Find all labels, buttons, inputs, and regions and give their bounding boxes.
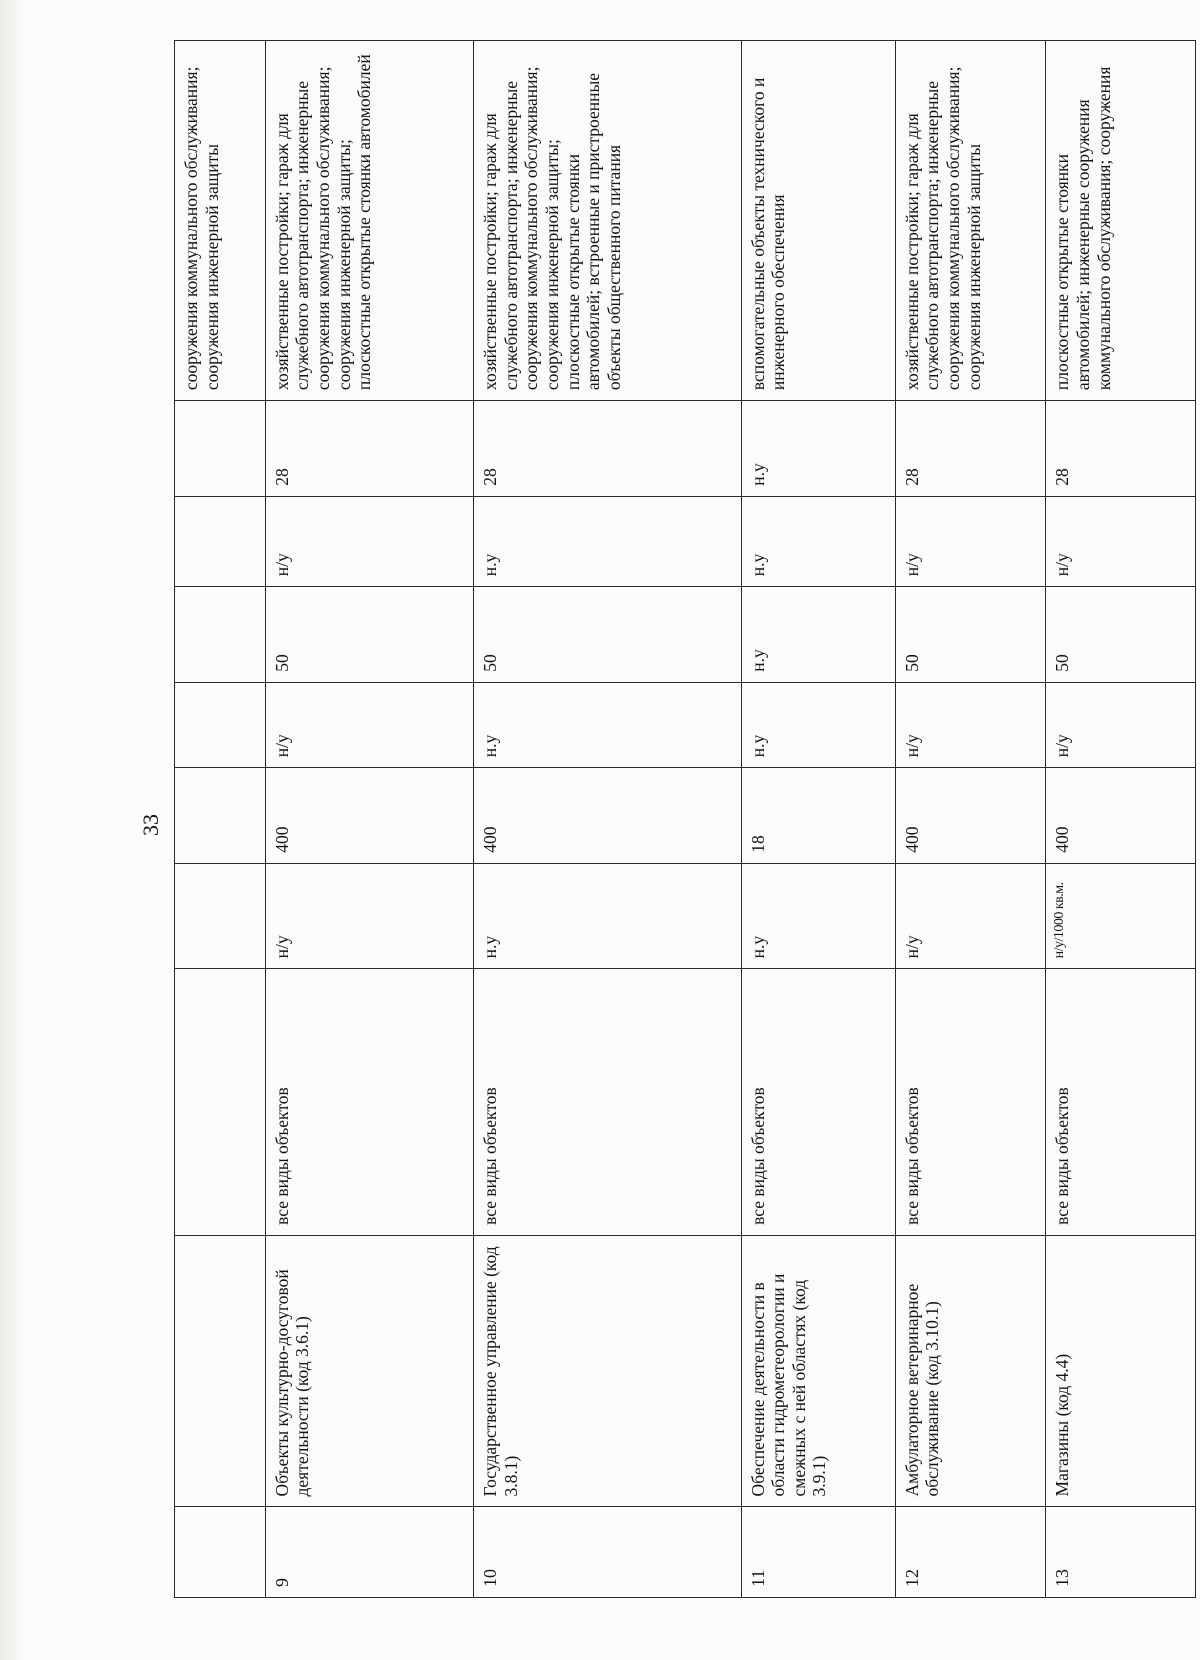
rotated-table-container — [174, 40, 1196, 1598]
row-number-cell — [175, 1507, 266, 1598]
page-number: 33 — [138, 814, 163, 836]
param-cell: н/у — [895, 863, 1046, 969]
land-use-type-cell: Объекты культурно-досуговой деятельности (код 3.6.1) — [265, 1235, 474, 1507]
row-number-cell: 9 — [265, 1507, 474, 1598]
row-number-cell: 10 — [474, 1507, 741, 1598]
table-row — [175, 41, 266, 1598]
table-row — [741, 41, 895, 1598]
object-types-cell: все виды объектов — [265, 969, 474, 1236]
param-cell: н.у — [474, 496, 741, 587]
param-cell: н/у — [265, 496, 474, 587]
object-types-cell: все виды объектов — [474, 969, 741, 1236]
param-cell: 50 — [265, 587, 474, 683]
param-cell: 50 — [1046, 587, 1196, 683]
param-cell: 400 — [895, 768, 1046, 864]
auxiliary-uses-cell: хозяйственные постройки; гараж для служебного автотранспорта; инженерные сооружения коммунального обслуживания; сооружения инженерной защиты; плоскостные открытые стоянки автомобилей — [265, 41, 474, 401]
auxiliary-uses-cell: вспомогательные объекты технического и инженерного обеспечения — [741, 41, 895, 401]
param-cell: н.у — [741, 587, 895, 683]
param-cell: 400 — [265, 768, 474, 864]
param-cell — [175, 863, 266, 969]
land-use-type-cell: Государственное управление (код 3.8.1) — [474, 1235, 741, 1507]
param-cell: 18 — [741, 768, 895, 864]
param-cell: н.у — [741, 682, 895, 767]
auxiliary-uses-cell: хозяйственные постройки; гараж для служебного автотранспорта; инженерные сооружения коммунального обслуживания; сооружения инженерной защиты — [895, 41, 1046, 401]
param-cell: 28 — [895, 401, 1046, 497]
param-cell: 28 — [474, 401, 741, 497]
land-use-type-cell: Амбулаторное ветеринарное обслуживание (код 3.10.1) — [895, 1235, 1046, 1507]
param-cell: н.у — [474, 863, 741, 969]
param-cell: н/у — [265, 863, 474, 969]
land-use-type-cell: Обеспечение деятельности в области гидрометеорологии и смежных с ней областях (код 3.9.1) — [741, 1235, 895, 1507]
auxiliary-uses-cell: сооружения коммунального обслуживания; сооружения инженерной защиты — [175, 41, 266, 401]
param-cell: н.у — [741, 496, 895, 587]
param-cell — [175, 401, 266, 497]
param-cell — [175, 768, 266, 864]
row-number-cell: 12 — [895, 1507, 1046, 1598]
param-cell: н/у — [895, 496, 1046, 587]
row-number-cell: 11 — [741, 1507, 895, 1598]
param-cell: 28 — [1046, 401, 1196, 497]
land-use-type-cell — [175, 1235, 266, 1507]
land-use-regulations-table — [174, 40, 1196, 1598]
object-types-cell — [175, 969, 266, 1236]
param-cell: н.у — [741, 863, 895, 969]
param-cell — [175, 496, 266, 587]
param-cell: 50 — [474, 587, 741, 683]
table-row — [474, 41, 741, 1598]
object-types-cell: все виды объектов — [1046, 969, 1196, 1236]
table-row — [265, 41, 474, 1598]
param-cell: н/у — [895, 682, 1046, 767]
param-cell: н/у — [1046, 682, 1196, 767]
param-cell: 50 — [895, 587, 1046, 683]
param-cell: н.у — [474, 682, 741, 767]
table-row — [1046, 41, 1196, 1598]
auxiliary-uses-cell: плоскостные открытые стоянки автомобилей; инженерные сооружения коммунального обслуживания; сооружения — [1046, 41, 1196, 401]
param-cell-area-note: н/у/1000 кв.м. — [1046, 863, 1196, 969]
param-cell: 400 — [1046, 768, 1196, 864]
param-cell: н/у — [265, 682, 474, 767]
object-types-cell: все виды объектов — [741, 969, 895, 1236]
table-row — [895, 41, 1046, 1598]
land-use-type-cell: Магазины (код 4.4) — [1046, 1235, 1196, 1507]
param-cell: 28 — [265, 401, 474, 497]
object-types-cell: все виды объектов — [895, 969, 1046, 1236]
param-cell: н.у — [741, 401, 895, 497]
param-cell: н/у — [1046, 496, 1196, 587]
row-number-cell: 13 — [1046, 1507, 1196, 1598]
auxiliary-uses-cell: хозяйственные постройки; гараж для служебного автотранспорта; инженерные сооружения коммунального обслуживания; сооружения инженерной защиты; плоскостные открытые стоянки автомобилей; встроенные и пристроенные объекты общественного питания — [474, 41, 741, 401]
scan-edge-shadow — [0, 0, 22, 1660]
param-cell — [175, 682, 266, 767]
param-cell: 400 — [474, 768, 741, 864]
param-cell — [175, 587, 266, 683]
